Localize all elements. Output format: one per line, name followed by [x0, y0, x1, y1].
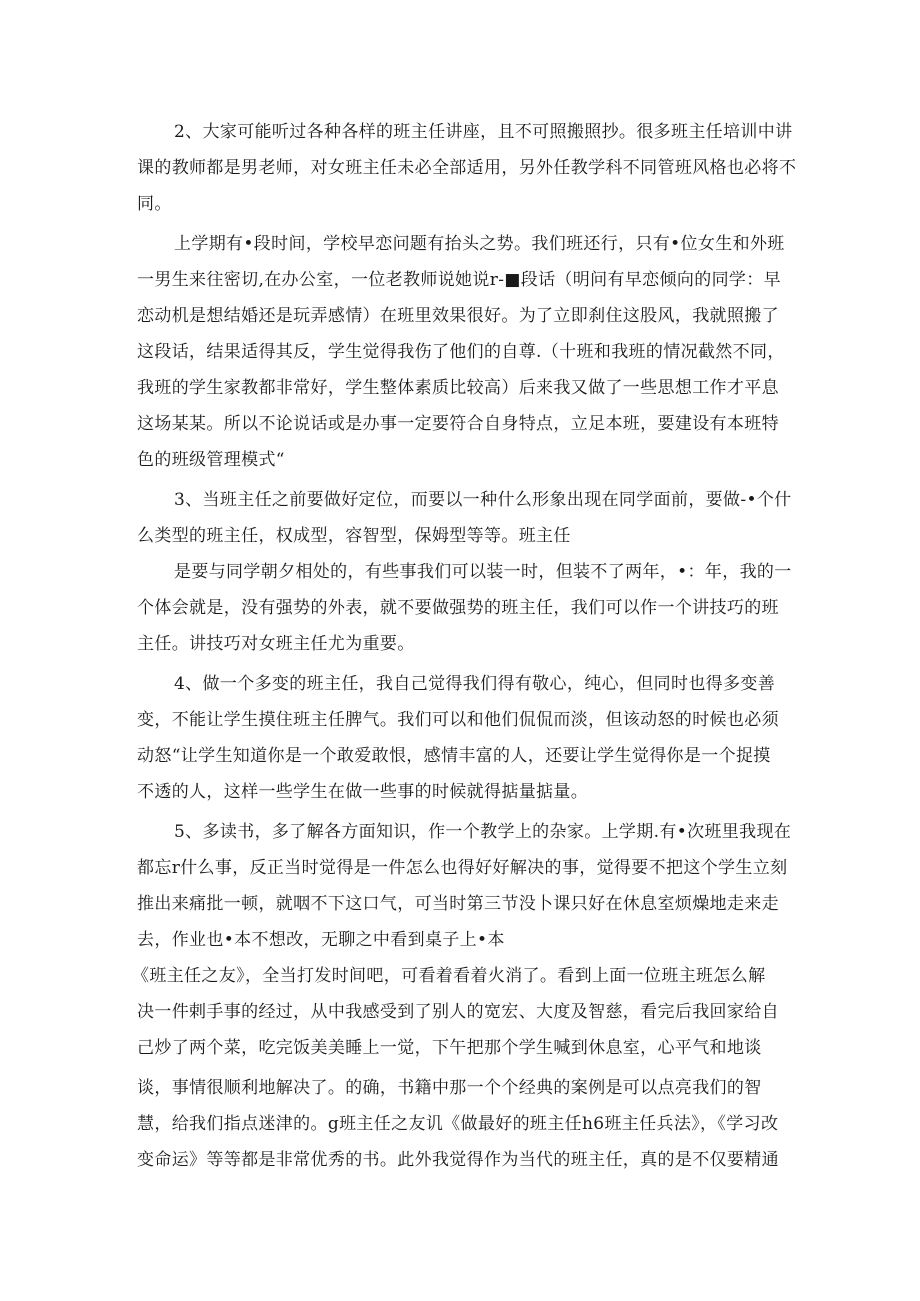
- text-line: 推出来痛批一顿，就咽不下这口气，可当时第三节没卜课只好在休息室烦燥地走来走: [137, 894, 779, 914]
- text-line: 是要与同学朝夕相处的，有些事我们可以装一时，但装不了两年，•：年，我的一: [174, 562, 792, 582]
- text-line: 动怒“让学生知道你是一个敢爱敢恨，感情丰富的人，还要让学生觉得你是一个捉摸: [137, 746, 771, 766]
- text-line: 个体会就是，没有强势的外表，就不要做强势的班主任，我们可以作一个讲技巧的班: [137, 598, 779, 618]
- text-line: 一男生来往密切,在办公室，一位老教师说她说r-■段话（明问有早恋倾向的同学：早: [137, 270, 781, 290]
- text-line: 2、大家可能听过各种各样的班主任讲座，且不可照搬照抄。很多班主任培训中讲: [174, 122, 793, 142]
- text-line: 去，作业也•本不想改，无聊之中看到桌子上•本: [137, 930, 505, 950]
- text-line: 上学期有•段时间，学校早恋问题有抬头之势。我们班还行，只有•位女生和外班: [174, 234, 785, 254]
- text-line: 不透的人，这样一些学生在做一些事的时候就得掂量掂量。: [137, 782, 589, 802]
- text-line: 这段话，结果适得其反，学生觉得我伤了他们的自尊.（十班和我班的情况截然不同，: [137, 342, 785, 362]
- text-line: 我班的学生家教都非常好，学生整体素质比较高）后来我又做了一些思想工作才平息: [137, 378, 779, 398]
- text-line: 色的班级管理模式“: [137, 450, 285, 470]
- text-line: 慧，给我们指点迷津的。g班主任之友讥《做最好的班主任h6班主任兵法》，《学习改: [137, 1114, 779, 1134]
- text-line: 决一件剌手事的经过，从中我感受到了别人的宽宏、大度及智慈，看完后我回家给自: [137, 1002, 779, 1022]
- text-line: 5、多读书，多了解各方面知识，作一个教学上的杂家。上学期.有•次班里我现在: [174, 822, 792, 842]
- text-line: 课的教师都是男老师，对女班主任未必全部适用，另外任教学科不同管班风格也必将不: [137, 158, 797, 178]
- text-line: 3、当班主任之前要做好定位，而要以一种什么形象出现在同学面前，要做-•个什: [174, 490, 792, 510]
- text-line: 己炒了两个菜，吃完饭美美睡上一觉，下午把那个学生喊到休息室，心平气和地谈: [137, 1038, 762, 1058]
- text-line: 主任。讲技巧对女班主任尤为重要。: [137, 634, 415, 654]
- text-line: 谈，事情很顺利地解决了。的确，书籍中那一个个经典的案例是可以点亮我们的智: [137, 1078, 762, 1098]
- text-line: 变，不能让学生摸住班主任脾气。我们可以和他们侃侃而淡，但该动怒的时候也必须: [137, 710, 779, 730]
- text-line: 这场某某。所以不论说话或是办事一定要符合自身特点，立足本班，要建设有本班特: [137, 414, 779, 434]
- text-line: 么类型的班主任，权成型，容智型，保姆型等等。班主任: [137, 526, 571, 546]
- text-line: 同。: [137, 194, 172, 214]
- text-line: 4、做一个多变的班主任，我自己觉得我们得有敬心，纯心，但同时也得多变善: [174, 674, 776, 694]
- text-line: 恋动机是想结婚还是玩弄感情）在班里效果很好。为了立即刹住这股风，我就照搬了: [137, 306, 779, 326]
- text-line: 都忘r什么事，反正当时觉得是一件怎么也得好好解决的事，觉得要不把这个学生立刻: [137, 858, 788, 878]
- text-line: 《班主任之友》，全当打发时间吧，可看着看着火消了。看到上面一位班主班怎么解: [132, 966, 766, 986]
- text-line: 变命运》等等都是非常优秀的书。此外我觉得作为当代的班主任，真的是不仅要精通: [137, 1150, 779, 1170]
